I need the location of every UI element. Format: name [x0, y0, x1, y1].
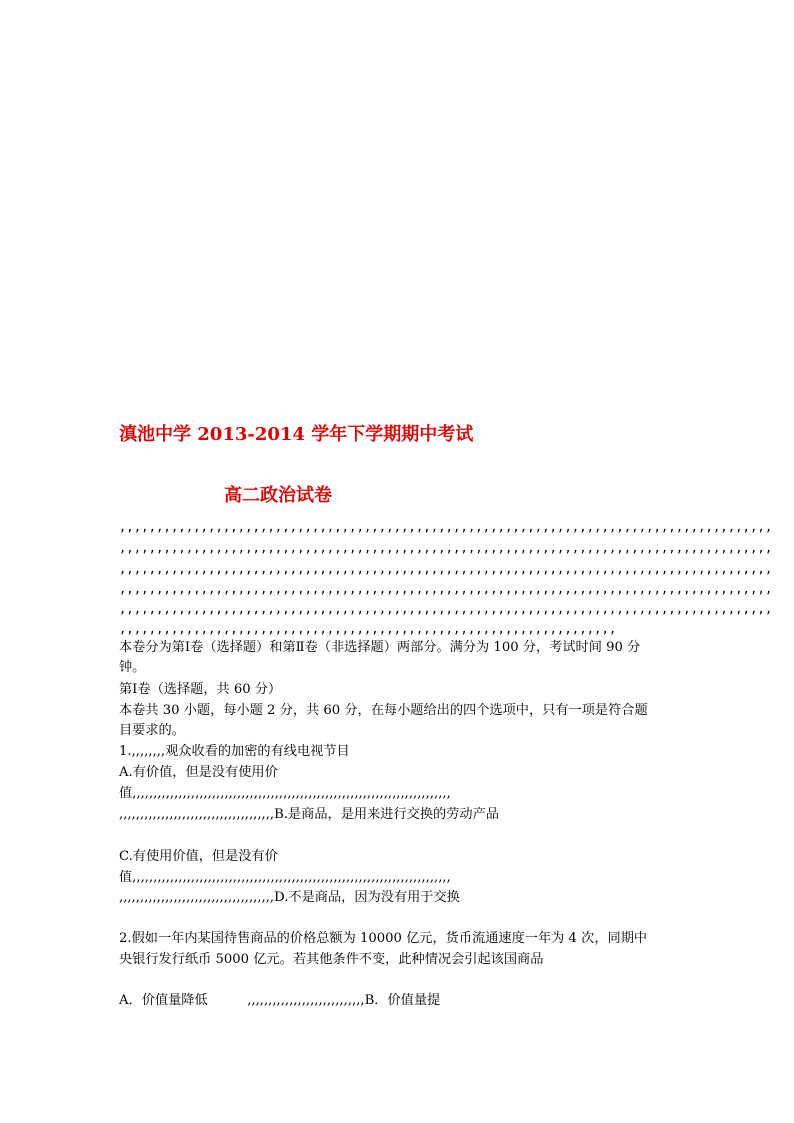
question-1-option-b: ,,,,,,,,,,,,,,,,,,,,,,,,,,,,,,,,,,,,,B.是商品，是用来进行交换的劳动产品: [119, 807, 499, 822]
question-2-stem: 央银行发行纸币 5000 亿元。若其他条件不变，此种情况会引起该国商品: [119, 952, 544, 967]
filler-line: ,,,,,,,,,,,,,,,,,,,,,,,,,,,,,,,,,,,,,,,,,,,,,,,,,,,,,,,,,,,,,,,,,,,,,,,,,,,,,,,,,,,,,,,,: [119, 582, 773, 596]
exam-title: 滇池中学 2013-2014 学年下学期期中考试: [119, 424, 474, 445]
question-2-options: A．价值量降低 ,,,,,,,,,,,,,,,,,,,,,,,,,,,,B．价值量提: [119, 993, 441, 1008]
question-1-option-a: A.有价值，但是没有使用价: [119, 765, 278, 780]
question-1-option-c: C.有使用价值，但是没有价: [119, 849, 278, 864]
filler-line: ,,,,,,,,,,,,,,,,,,,,,,,,,,,,,,,,,,,,,,,,,,,,,,,,,,,,,,,,,,,,,,,,,,,,,,,,,,,,,,,,,,,,,,,,: [119, 541, 773, 555]
intro-text: 本卷分为第Ⅰ卷（选择题）和第Ⅱ卷（非选择题）两部分。满分为 100 分，考试时间 90 分: [119, 640, 641, 655]
filler-line: ,,,,,,,,,,,,,,,,,,,,,,,,,,,,,,,,,,,,,,,,,,,,,,,,,,,,,,,,,,,,,,,,,,,: [119, 622, 617, 636]
question-1-option-d: ,,,,,,,,,,,,,,,,,,,,,,,,,,,,,,,,,,,,,D.不是商品，因为没有用于交换: [119, 890, 460, 905]
section-heading: 第Ⅰ卷（选择题，共 60 分）: [119, 682, 282, 697]
question-2-stem: 2.假如一年内某国待售商品的价格总额为 10000 亿元，货币流通速度一年为 4 次，同期中: [119, 931, 648, 946]
question-1-stem: 1.,,,,,,,,观众收看的加密的有线电视节目: [119, 744, 350, 759]
question-1-option-c-cont: 值,,,,,,,,,,,,,,,,,,,,,,,,,,,,,,,,,,,,,,,,,,,,,,,,,,,,,,,,,,,,,,,,,,,,,,,,,,,,: [119, 870, 451, 885]
instructions: 目要求的。: [119, 723, 185, 738]
filler-line: ,,,,,,,,,,,,,,,,,,,,,,,,,,,,,,,,,,,,,,,,,,,,,,,,,,,,,,,,,,,,,,,,,,,,,,,,,,,,,,,,,,,,,,,,: [119, 520, 773, 534]
filler-line: ,,,,,,,,,,,,,,,,,,,,,,,,,,,,,,,,,,,,,,,,,,,,,,,,,,,,,,,,,,,,,,,,,,,,,,,,,,,,,,,,,,,,,,,,: [119, 562, 773, 576]
question-1-option-a-cont: 值,,,,,,,,,,,,,,,,,,,,,,,,,,,,,,,,,,,,,,,,,,,,,,,,,,,,,,,,,,,,,,,,,,,,,,,,,,,,: [119, 786, 451, 801]
instructions: 本卷共 30 小题，每小题 2 分，共 60 分，在每小题给出的四个选项中，只有一项是符合题: [119, 703, 648, 718]
filler-line: ,,,,,,,,,,,,,,,,,,,,,,,,,,,,,,,,,,,,,,,,,,,,,,,,,,,,,,,,,,,,,,,,,,,,,,,,,,,,,,,,,,,,,,,,: [119, 602, 773, 616]
intro-text: 钟。: [119, 660, 146, 675]
exam-subtitle: 高二政治试卷: [224, 485, 332, 506]
